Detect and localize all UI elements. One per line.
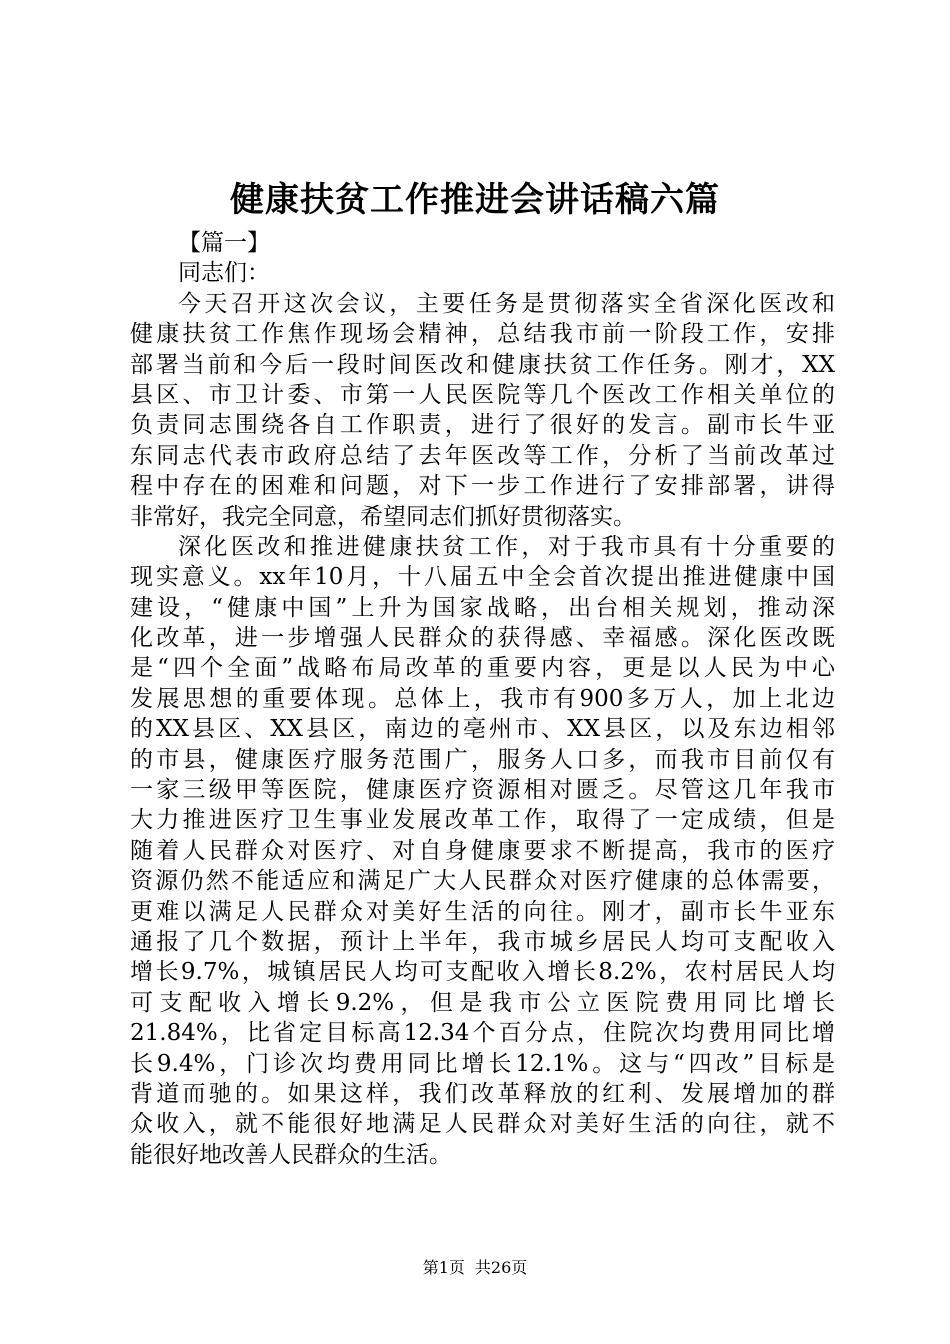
page-number: 第1页 — [422, 1258, 465, 1277]
paragraph-line: 发展思想的重要体现。总体上，我市有900多万人，加上北边 — [130, 685, 835, 712]
paragraph-line: 健康扶贫工作焦作现场会精神，总结我市前一阶段工作，安排 — [130, 321, 835, 348]
paragraph-1 — [130, 289, 835, 532]
paragraph-line: 现实意义。xx年10月，十八届五中全会首次提出推进健康中国 — [130, 564, 835, 591]
paragraph-line: 建设，“健康中国”上升为国家战略，出台相关规划，推动深 — [130, 594, 835, 621]
paragraph-line: 21.84%，比省定目标高12.34个百分点，住院次均费用同比增 — [130, 1020, 835, 1047]
paragraph-line: 的XX县区、XX县区，南边的亳州市、XX县区，以及东边相邻 — [130, 716, 835, 743]
paragraph-line: 程中存在的困难和问题，对下一步工作进行了安排部署，讲得 — [130, 473, 835, 500]
paragraph-line: 今天召开这次会议，主要任务是贯彻落实全省深化医改和 — [178, 290, 835, 317]
paragraph-line: 更难以满足人民群众对美好生活的向往。刚才，副市长牛亚东 — [130, 898, 835, 925]
paragraph-line: 能很好地改善人民群众的生活。 — [130, 1141, 452, 1168]
paragraph-line: 非常好，我完全同意，希望同志们抓好贯彻落实。 — [130, 503, 636, 530]
paragraph-line: 县区、市卫计委、市第一人民医院等几个医改工作相关单位的 — [130, 381, 835, 408]
paragraph-line: 长9.4%，门诊次均费用同比增长12.1%。这与“四改”目标是 — [130, 1050, 835, 1077]
salutation: 同志们： — [178, 260, 270, 287]
document-title: 健康扶贫工作推进会讲话稿六篇 — [230, 180, 720, 220]
paragraph-line: 深化医改和推进健康扶贫工作，对于我市具有十分重要的 — [178, 533, 835, 560]
paragraph-line: 负责同志围绕各自工作职责，进行了很好的发言。副市长牛亚 — [130, 412, 835, 439]
paragraph-line: 东同志代表市政府总结了去年医改等工作，分析了当前改革过 — [130, 442, 835, 469]
paragraph-line: 通报了几个数据，预计上半年，我市城乡居民人均可支配收入 — [130, 928, 835, 955]
paragraph-line: 大力推进医疗卫生事业发展改革工作，取得了一定成绩，但是 — [130, 807, 835, 834]
paragraph-line: 增长9.7%，城镇居民人均可支配收入增长8.2%，农村居民人均 — [130, 959, 835, 986]
paragraph-2 — [130, 532, 835, 1170]
section-heading: 【篇一】 — [178, 230, 270, 256]
document-body — [130, 228, 835, 1170]
page-total: 共26页 — [474, 1258, 528, 1277]
paragraph-line: 化改革，进一步增强人民群众的获得感、幸福感。深化医改既 — [130, 625, 835, 652]
paragraph-line: 是“四个全面”战略布局改革的重要内容，更是以人民为中心 — [130, 655, 835, 682]
paragraph-line: 资源仍然不能适应和满足广大人民群众对医疗健康的总体需要， — [130, 868, 835, 895]
paragraph-line: 的市县，健康医疗服务范围广，服务人口多，而我市目前仅有 — [130, 746, 835, 773]
paragraph-line: 随着人民群众对医疗、对自身健康要求不断提高，我市的医疗 — [130, 837, 835, 864]
paragraph-line: 部署当前和今后一段时间医改和健康扶贫工作任务。刚才，XX — [130, 351, 835, 378]
paragraph-line: 可支配收入增长9.2%，但是我市公立医院费用同比增长 — [130, 989, 835, 1016]
paragraph-line: 背道而驰的。如果这样，我们改革释放的红利、发展增加的群 — [130, 1080, 835, 1107]
page-footer — [0, 1257, 950, 1279]
paragraph-line: 一家三级甲等医院，健康医疗资源相对匮乏。尽管这几年我市 — [130, 777, 835, 804]
paragraph-line: 众收入，就不能很好地满足人民群众对美好生活的向往，就不 — [130, 1111, 835, 1138]
